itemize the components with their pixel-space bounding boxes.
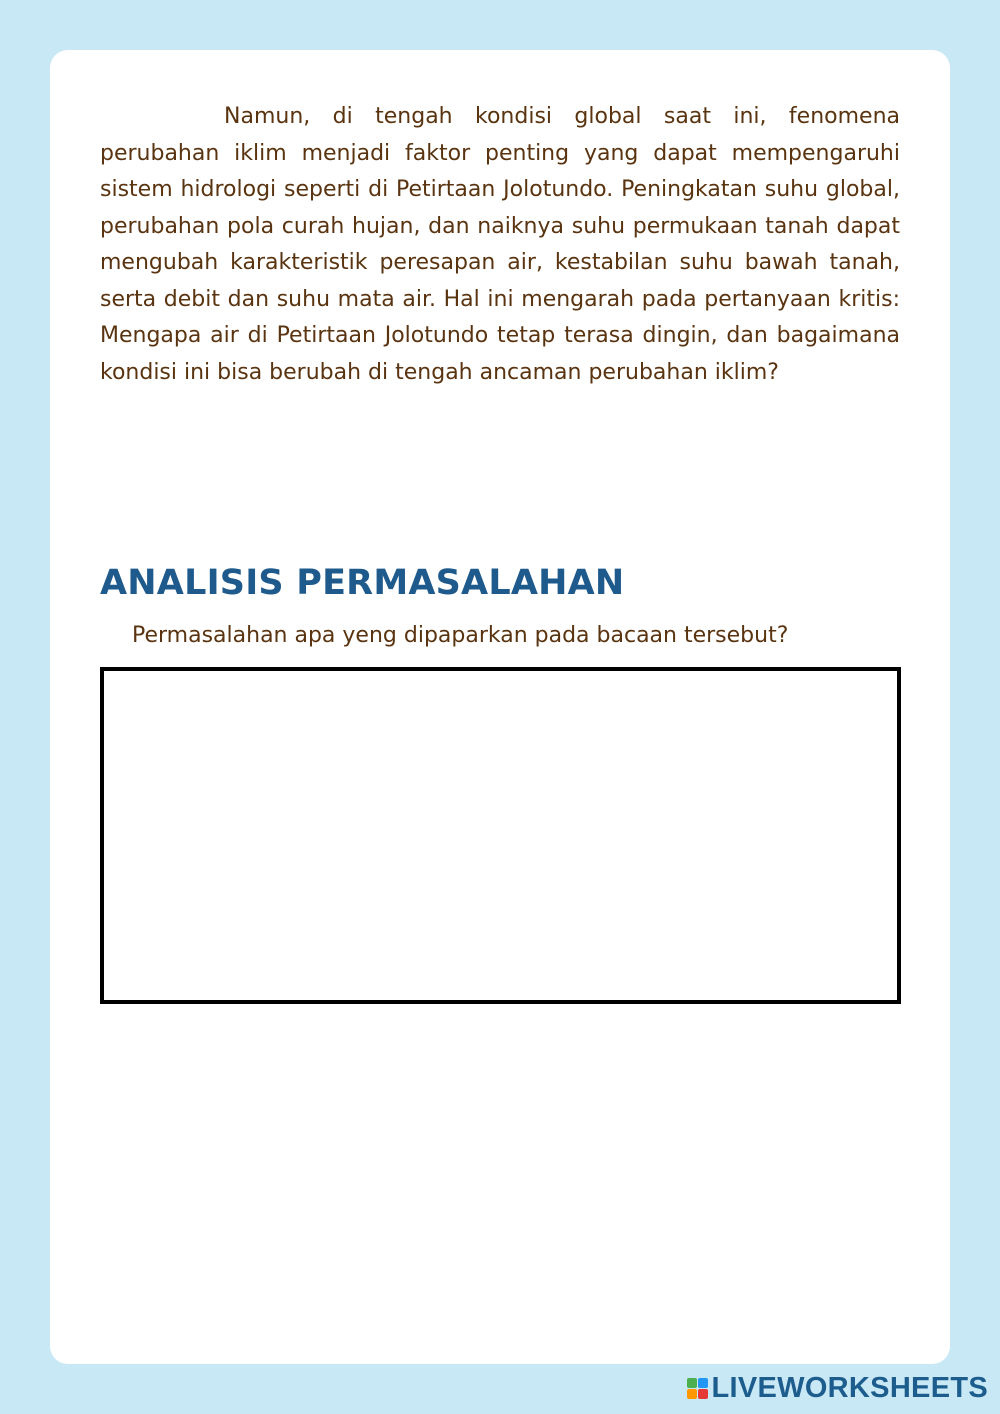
logo-square-green (687, 1378, 697, 1388)
question-text: Permasalahan apa yeng dipaparkan pada bacaan tersebut? (132, 623, 789, 648)
logo-square-red (698, 1389, 708, 1399)
liveworksheets-logo-text: LIVEWORKSHEETS (711, 1372, 988, 1404)
logo-square-blue (698, 1378, 708, 1388)
section-title: ANALISIS PERMASALAHAN (100, 563, 625, 603)
answer-input[interactable] (100, 667, 901, 1004)
liveworksheets-logo-icon (687, 1378, 708, 1399)
intro-paragraph: Namun, di tengah kondisi global saat ini, fenomena perubahan iklim menjadi faktor penting yang dapat mempengaruhi sistem hidrologi seperti di Petirtaan Jolotundo. Peningkatan suhu global, perubahan pola curah hujan, dan naiknya suhu permukaan tanah dapat mengubah karakteristik peresapan air, kestabilan suhu bawah tanah, serta debit dan suhu mata air. Hal ini mengarah pada pertanyaan kritis: Mengapa air di Petirtaan Jolotundo tetap terasa dingin, dan bagaimana kondisi ini bisa berubah di tengah ancaman perubahan iklim? (100, 104, 900, 385)
logo-square-orange (687, 1389, 697, 1399)
liveworksheets-logo (687, 1372, 989, 1405)
